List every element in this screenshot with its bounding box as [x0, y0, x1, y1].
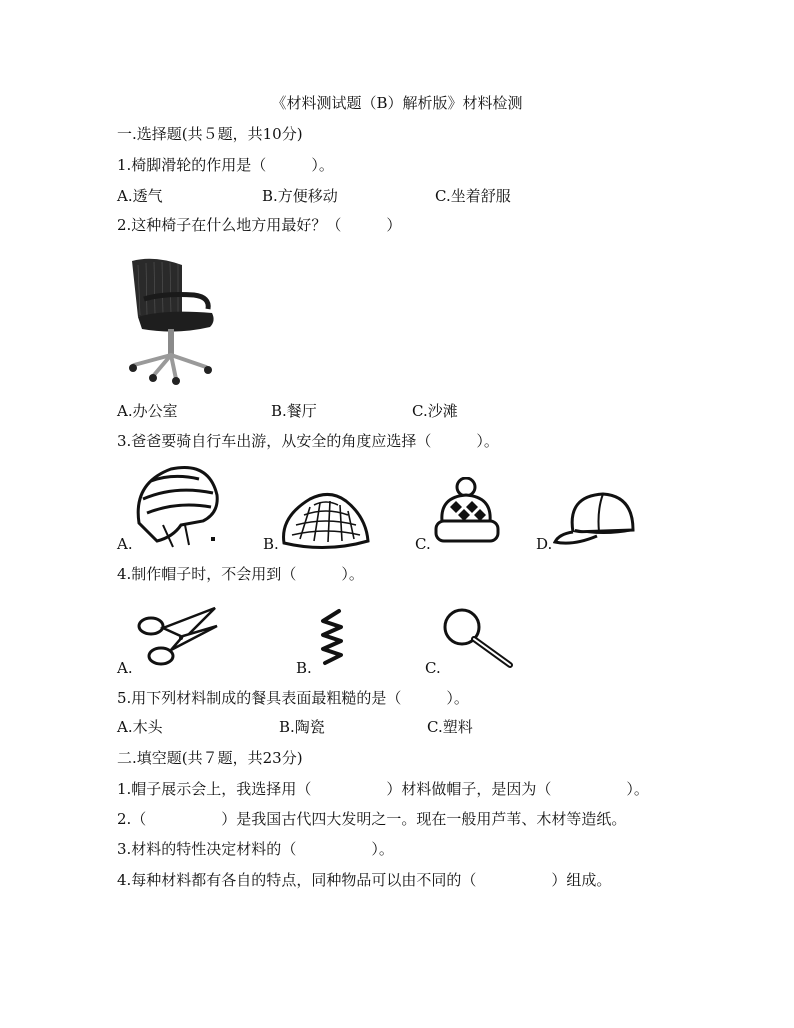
question-3-text: 3.爸爸要骑自行车出游，从安全的角度应选择（ ）。 — [117, 432, 499, 450]
question-1-text: 1.椅脚滑轮的作用是（ ）。 — [117, 156, 334, 174]
q4-option-c: C. — [425, 659, 441, 677]
fill-question-3: 3.材料的特性决定材料的（ ）。 — [117, 840, 394, 858]
spring-image — [313, 607, 349, 667]
q4-option-a: A. — [117, 659, 133, 677]
baseball-cap-image — [553, 490, 637, 548]
question-2-text: 2.这种椅子在什么地方用最好？（ ） — [117, 216, 402, 234]
q2-option-c: C.沙滩 — [412, 402, 458, 420]
question-4-text: 4.制作帽子时，不会用到（ ）。 — [117, 565, 364, 583]
bicycle-helmet-image — [133, 463, 223, 549]
q5-option-a: A.木头 — [117, 718, 163, 736]
knit-hat-image — [432, 477, 502, 545]
section1-heading: 一.选择题(共５题，共10分) — [117, 125, 303, 143]
q3-option-c: C. — [415, 535, 431, 553]
fill-question-1: 1.帽子展示会上，我选择用（ ）材料做帽子，是因为（ ）。 — [117, 780, 649, 798]
q5-option-c: C.塑料 — [427, 718, 473, 736]
q5-option-b: B.陶瓷 — [279, 718, 325, 736]
q1-option-c: C.坐着舒服 — [435, 187, 511, 205]
section2-heading: 二.填空题(共７题，共23分) — [117, 749, 303, 767]
q1-option-b: B.方便移动 — [262, 187, 338, 205]
q3-option-d: D. — [536, 535, 553, 553]
q1-option-a: A.透气 — [117, 187, 163, 205]
q4-option-b: B. — [296, 659, 312, 677]
q3-option-b: B. — [263, 535, 279, 553]
fill-question-4: 4.每种材料都有各自的特点，同种物品可以由不同的（ ）组成。 — [117, 871, 612, 889]
q2-option-b: B.餐厅 — [271, 402, 317, 420]
page-title: 《材料测试题（B）解析版》材料检测 — [271, 94, 523, 112]
magnifying-glass-image — [440, 605, 516, 669]
office-chair-image — [124, 255, 220, 385]
q3-option-a: A. — [117, 535, 133, 553]
question-5-text: 5.用下列材料制成的餐具表面最粗糙的是（ ）。 — [117, 689, 469, 707]
straw-hat-image — [280, 487, 372, 551]
fill-question-2: 2.（ ）是我国古代四大发明之一。现在一般用芦苇、木材等造纸。 — [117, 810, 627, 828]
scissors-image — [135, 604, 219, 668]
q2-option-a: A.办公室 — [117, 402, 178, 420]
